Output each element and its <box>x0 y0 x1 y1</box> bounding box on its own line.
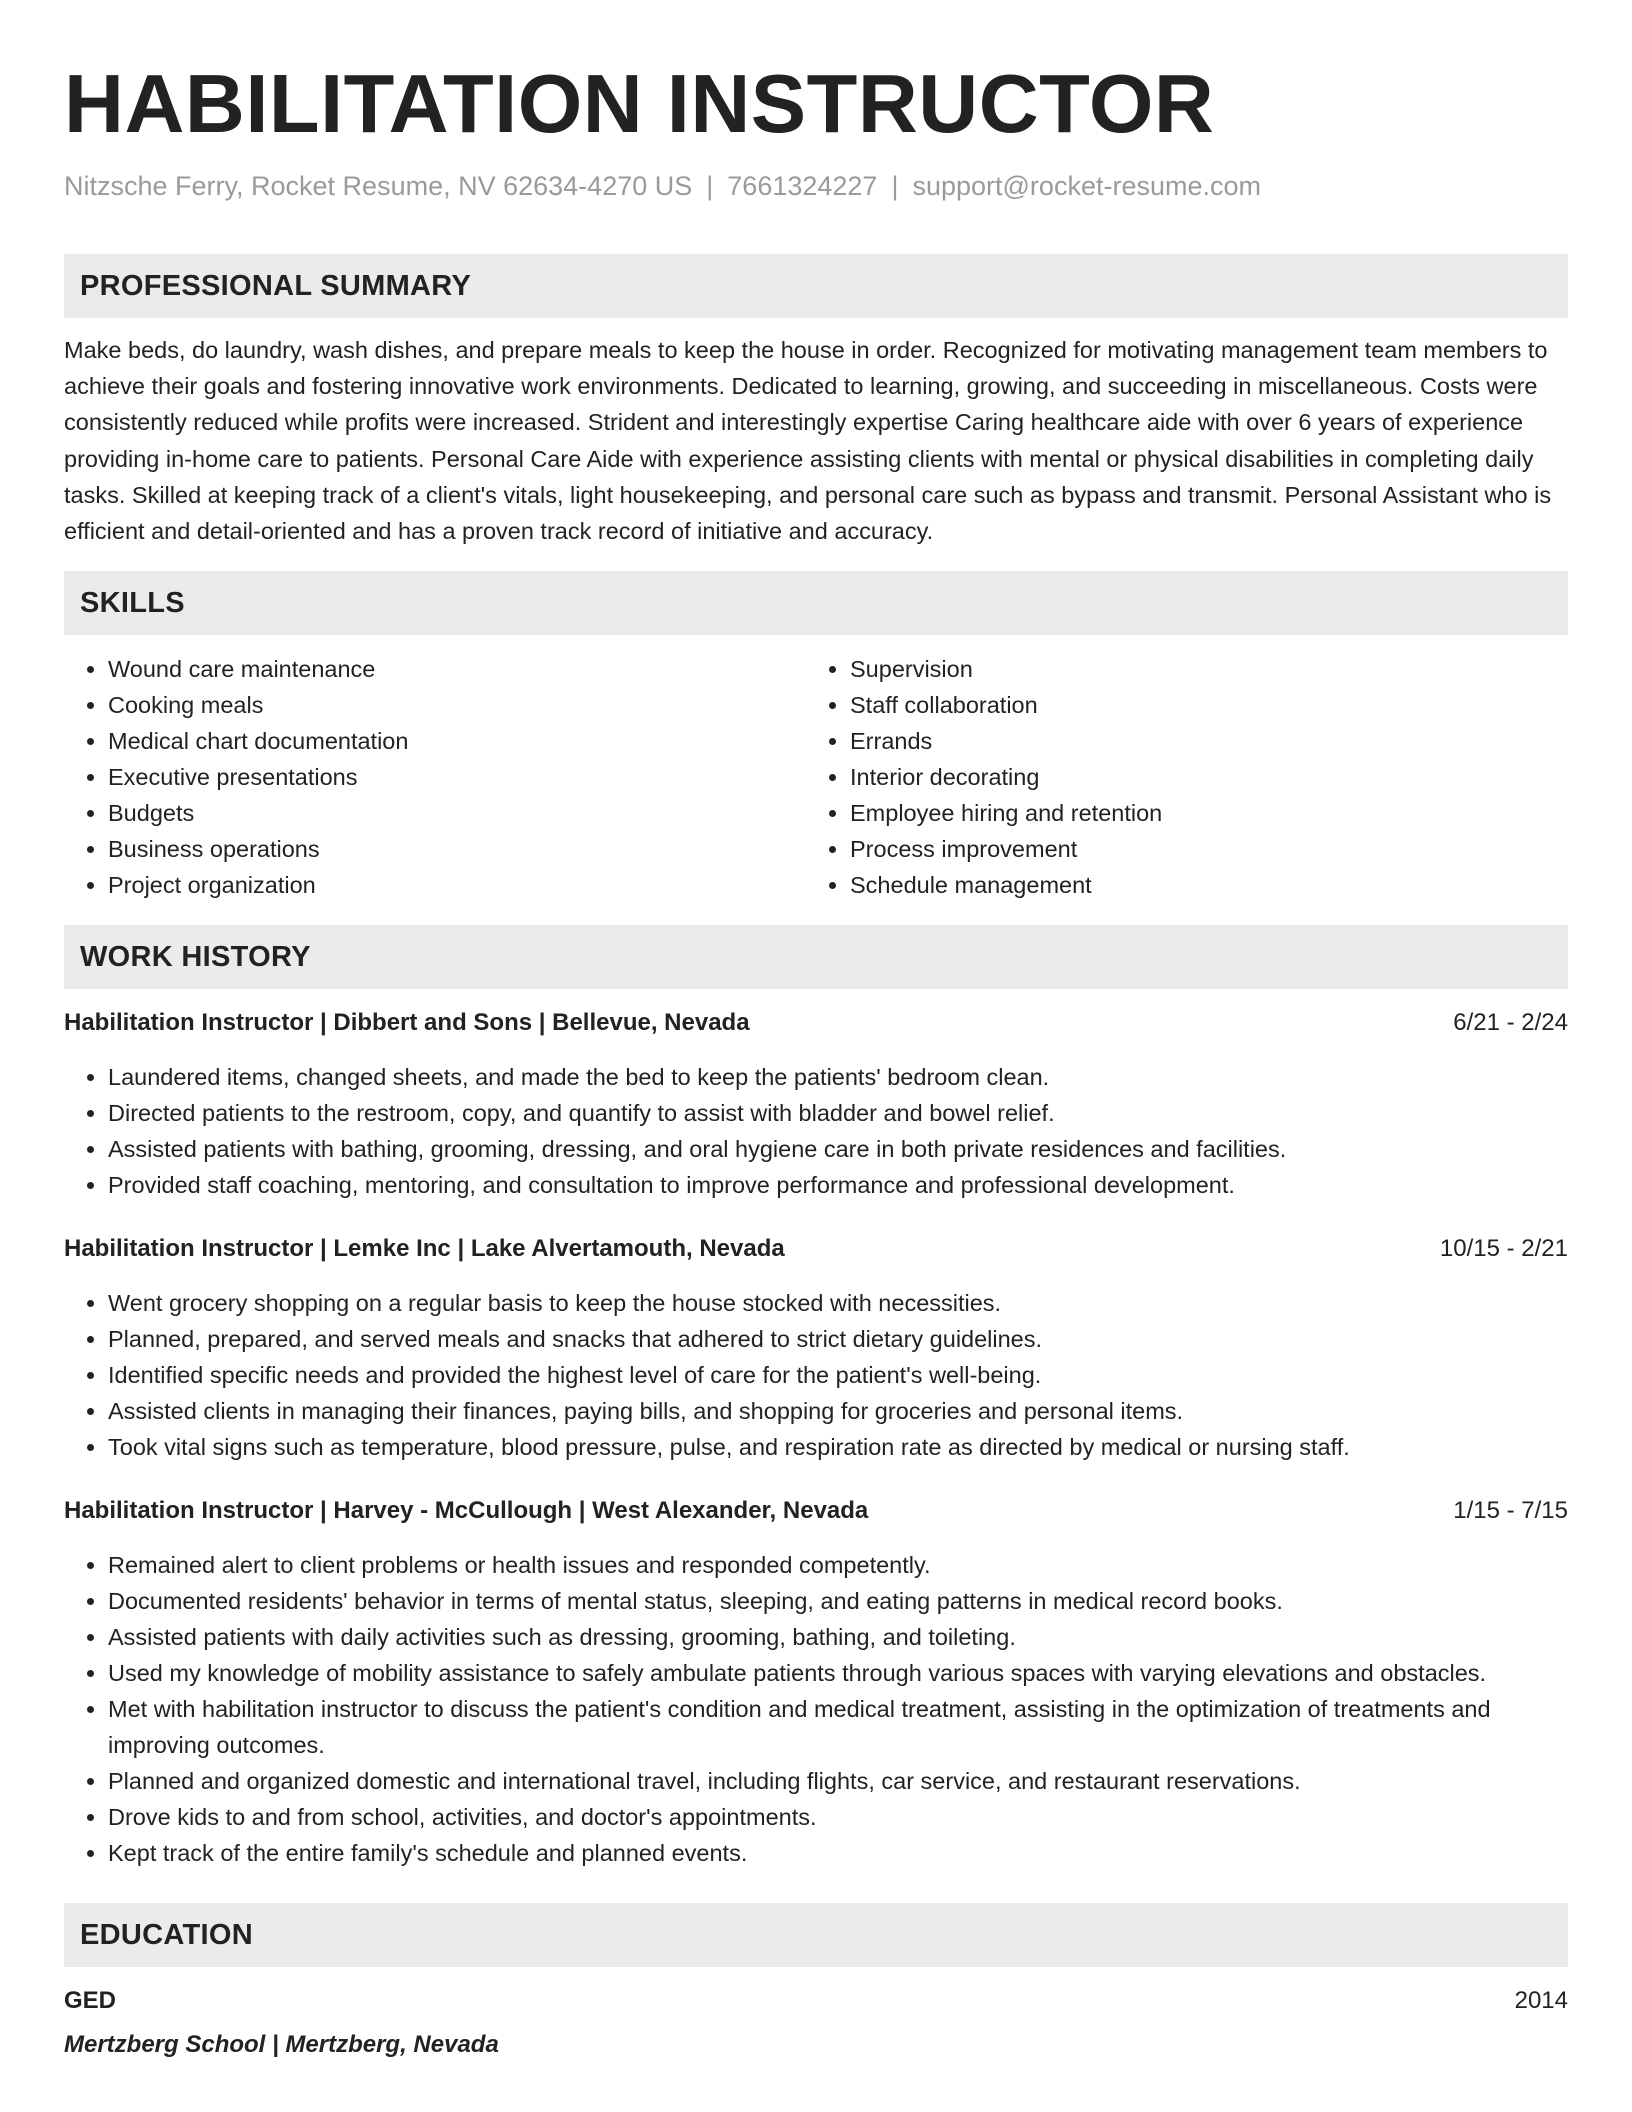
job-bullets <box>64 1547 1568 1871</box>
job-bullet: • Took vital signs such as temperature, blood pressure, pulse, and respiration rate as directed by medical or nursing staff. <box>108 1429 1568 1465</box>
skill-item: • Budgets <box>108 795 806 831</box>
job-entry <box>64 1493 1568 1871</box>
section-header-skills: SKILLS <box>64 571 1568 635</box>
skill-item: • Cooking meals <box>108 687 806 723</box>
job-bullet: • Drove kids to and from school, activities, and doctor's appointments. <box>108 1799 1568 1835</box>
skill-item: • Schedule management <box>850 867 1566 903</box>
job-title: Habilitation Instructor | Harvey - McCullough | West Alexander, Nevada <box>64 1497 869 1525</box>
education-school: Mertzberg School | Mertzberg, Nevada <box>64 2031 499 2059</box>
skill-item: • Business operations <box>108 831 806 867</box>
skill-item: • Executive presentations <box>108 759 806 795</box>
job-bullet: • Met with habilitation instructor to discuss the patient's condition and medical treatment, assisting in the optimization of treatments and improving outcomes. <box>108 1691 1568 1763</box>
job-bullets <box>64 1059 1568 1203</box>
job-title: Habilitation Instructor | Dibbert and Sons | Bellevue, Nevada <box>64 1009 750 1037</box>
skills-list-left <box>64 651 806 903</box>
job-title-row <box>64 1231 1568 1267</box>
job-bullet: • Assisted clients in managing their finances, paying bills, and shopping for groceries and personal items. <box>108 1393 1568 1429</box>
job-entry <box>64 1231 1568 1465</box>
job-entry <box>64 1005 1568 1203</box>
skill-item: • Interior decorating <box>850 759 1566 795</box>
job-dates: 10/15 - 2/21 <box>1439 1235 1568 1263</box>
job-bullet: • Provided staff coaching, mentoring, and consultation to improve performance and professional development. <box>108 1167 1568 1203</box>
skill-item: • Process improvement <box>850 831 1566 867</box>
skills-grid <box>64 651 1568 903</box>
education-degree: GED <box>64 1987 117 2015</box>
job-bullet: • Kept track of the entire family's schedule and planned events. <box>108 1835 1568 1871</box>
skill-item: • Supervision <box>850 651 1566 687</box>
contact-address: Nitzsche Ferry, Rocket Resume, NV 62634-4270 US <box>64 171 693 201</box>
skill-item: • Project organization <box>108 867 806 903</box>
education-year: 2014 <box>1514 1987 1568 2015</box>
job-bullet: • Identified specific needs and provided the highest level of care for the patient's well-being. <box>108 1357 1568 1393</box>
job-bullet: • Planned, prepared, and served meals and snacks that adhered to strict dietary guidelines. <box>108 1321 1568 1357</box>
candidate-name: HABILITATION INSTRUCTOR <box>64 57 1215 150</box>
job-bullet: • Went grocery shopping on a regular basis to keep the house stocked with necessities. <box>108 1285 1568 1321</box>
job-dates: 6/21 - 2/24 <box>1453 1009 1568 1037</box>
job-bullets <box>64 1285 1568 1465</box>
job-bullet: • Assisted patients with daily activities such as dressing, grooming, bathing, and toileting. <box>108 1619 1568 1655</box>
skill-item: • Medical chart documentation <box>108 723 806 759</box>
job-title-row <box>64 1493 1568 1529</box>
summary-text: Make beds, do laundry, wash dishes, and prepare meals to keep the house in order. Recognized for motivating management team members to achieve their goals and fostering innovative work environments. Dedicated to learning, growing, and succeeding in miscellaneous. Costs were consistently reduced while profits were increased. Strident and interestingly expertise Caring healthcare aide with over 6 years of experience providing in-home care to patients. Personal Care Aide with experience assisting clients with mental or physical disabilities in completing daily tasks. Skilled at keeping track of a client's vitals, light housekeeping, and personal care such as bypass and transmit. Personal Assistant who is efficient and detail-oriented and has a proven track record of initiative and accuracy. <box>64 337 1552 545</box>
job-bullet: • Directed patients to the restroom, copy, and quantify to assist with bladder and bowel relief. <box>108 1095 1568 1131</box>
education-row <box>64 1983 1568 2019</box>
job-bullet: • Used my knowledge of mobility assistance to safely ambulate patients through various spaces with varying elevations and obstacles. <box>108 1655 1568 1691</box>
section-header-summary: PROFESSIONAL SUMMARY <box>64 254 1568 318</box>
job-title-row <box>64 1005 1568 1041</box>
section-header-education: EDUCATION <box>64 1903 1568 1967</box>
skill-item: • Employee hiring and retention <box>850 795 1566 831</box>
contact-line <box>64 168 1568 204</box>
job-bullet: • Assisted patients with bathing, grooming, dressing, and oral hygiene care in both private residences and facilities. <box>108 1131 1568 1167</box>
job-dates: 1/15 - 7/15 <box>1453 1497 1568 1525</box>
skill-item: • Errands <box>850 723 1566 759</box>
section-header-work-history: WORK HISTORY <box>64 925 1568 989</box>
contact-separator: | <box>706 171 714 201</box>
skills-list-right <box>806 651 1566 903</box>
job-title: Habilitation Instructor | Lemke Inc | Lake Alvertamouth, Nevada <box>64 1235 785 1263</box>
job-bullet: • Planned and organized domestic and international travel, including flights, car service, and restaurant reservations. <box>108 1763 1568 1799</box>
contact-email: support@rocket-resume.com <box>912 171 1261 201</box>
job-bullet: • Documented residents' behavior in terms of mental status, sleeping, and eating patterns in medical record books. <box>108 1583 1568 1619</box>
job-bullet: • Laundered items, changed sheets, and made the bed to keep the patients' bedroom clean. <box>108 1059 1568 1095</box>
skill-item: • Staff collaboration <box>850 687 1566 723</box>
job-bullet: • Remained alert to client problems or health issues and responded competently. <box>108 1547 1568 1583</box>
contact-separator: | <box>891 171 899 201</box>
skill-item: • Wound care maintenance <box>108 651 806 687</box>
contact-phone: 7661324227 <box>727 171 878 201</box>
